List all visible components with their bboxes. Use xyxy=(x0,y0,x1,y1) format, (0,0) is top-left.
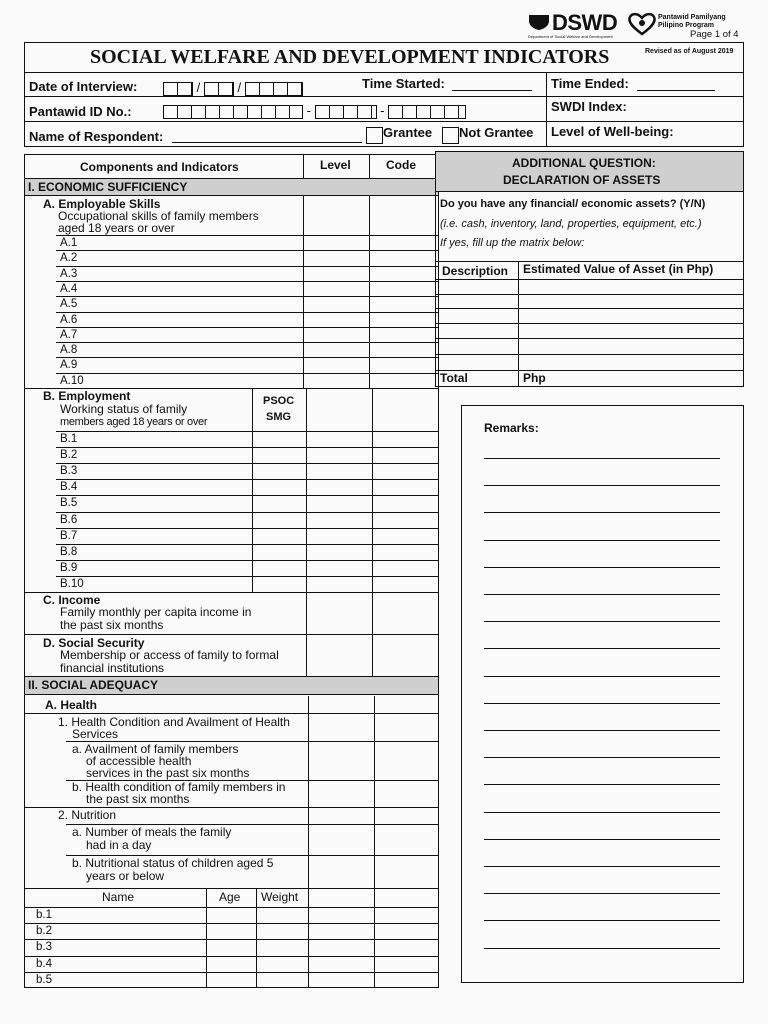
col-name: Name xyxy=(102,890,135,904)
income-desc2: the past six months xyxy=(60,618,164,632)
remarks-line[interactable] xyxy=(484,757,720,758)
employable-skill-row: A.9 xyxy=(60,359,78,372)
employable-skill-row: A.5 xyxy=(60,298,78,311)
revised-date: Revised as of August 2019 xyxy=(645,48,734,55)
health-title: A. Health xyxy=(45,698,98,712)
child-row: b.5 xyxy=(36,973,52,986)
assets-head1: ADDITIONAL QUESTION: xyxy=(512,156,656,170)
remarks-line[interactable] xyxy=(484,703,720,704)
grantee-label: Grantee xyxy=(383,125,433,140)
remarks-line[interactable] xyxy=(484,540,720,541)
child-row: b.3 xyxy=(36,941,52,954)
nutrition-title: 2. Nutrition xyxy=(58,808,117,822)
nutrition-a-line1: a. Number of meals the family xyxy=(72,825,232,839)
employable-skill-row: A.1 xyxy=(60,237,78,249)
pantawid-label: Pantawid ID No.: xyxy=(29,104,132,119)
employment-desc2: members aged 18 years or over xyxy=(60,416,208,428)
remarks-label: Remarks: xyxy=(484,421,539,435)
health-b-line2: the past six months xyxy=(86,792,190,806)
remarks-line[interactable] xyxy=(484,567,720,568)
employment-desc1: Working status of family xyxy=(60,402,188,416)
social-security-desc2: financial institutions xyxy=(60,661,165,675)
employable-skill-row: A.4 xyxy=(60,282,78,295)
remarks-line[interactable] xyxy=(484,594,720,595)
page-title: SOCIAL WELFARE AND DEVELOPMENT INDICATORS xyxy=(90,46,610,68)
employment-row: B.4 xyxy=(60,481,78,494)
col-components: Components and Indicators xyxy=(80,160,239,174)
employment-row: B.1 xyxy=(60,433,78,445)
employable-skill-row: A.7 xyxy=(60,328,78,341)
employable-skill-row: A.8 xyxy=(60,344,78,357)
remarks-line[interactable] xyxy=(484,784,720,785)
logo-subtitle: Department of Social Welfare and Development xyxy=(528,34,613,39)
not-grantee-label: Not Grantee xyxy=(459,125,534,140)
employment-row: B.2 xyxy=(60,449,78,462)
employable-skill-row: A.6 xyxy=(60,313,78,326)
col-description: Description xyxy=(442,264,509,278)
col-estimated-value: Estimated Value of Asset (in Php) xyxy=(523,262,714,276)
date-label: Date of Interview: xyxy=(29,79,138,94)
pantawid-id-field[interactable]: - - xyxy=(163,103,466,119)
pantawid-heart-icon xyxy=(627,12,657,36)
assets-total-label: Total xyxy=(440,371,468,385)
logo-text: DSWD xyxy=(552,10,618,35)
section-social-label: II. SOCIAL ADEQUACY xyxy=(28,678,159,692)
date-field[interactable]: / / xyxy=(163,80,303,96)
assets-question: Do you have any financial/ economic assets? (Y/N) xyxy=(440,198,706,210)
assets-total-php: Php xyxy=(523,371,546,385)
time-started-label: Time Started: xyxy=(362,76,445,91)
respondent-label: Name of Respondent: xyxy=(29,129,164,144)
nutrition-a-line2: had in a day xyxy=(86,838,152,852)
employment-row: B.7 xyxy=(60,529,78,542)
swdi-label: SWDI Index: xyxy=(551,99,627,114)
employment-row: B.3 xyxy=(60,465,78,478)
health-b-line1: b. Health condition of family members in xyxy=(72,780,286,794)
employable-skills-desc2: aged 18 years or over xyxy=(58,221,175,235)
employable-skill-row: A.2 xyxy=(60,252,78,265)
remarks-line[interactable] xyxy=(484,621,720,622)
col-weight: Weight xyxy=(261,890,299,904)
grantee-checkbox[interactable] xyxy=(366,127,383,144)
health-1-line2: Services xyxy=(72,727,119,741)
nutrition-b-line1: b. Nutritional status of children aged 5 xyxy=(72,856,274,870)
smg-label: SMG xyxy=(266,411,292,423)
child-row: b.4 xyxy=(36,957,52,970)
child-row: b.2 xyxy=(36,925,52,938)
remarks-line[interactable] xyxy=(484,839,720,840)
program-line1: Pantawid Pamilyang xyxy=(658,14,726,21)
col-age: Age xyxy=(219,890,241,904)
income-desc1: Family monthly per capita income in xyxy=(60,605,252,619)
health-a-line2: of accessible health xyxy=(86,754,192,768)
remarks-line[interactable] xyxy=(484,648,720,649)
dswd-shield-icon xyxy=(528,13,550,31)
social-security-title: D. Social Security xyxy=(43,636,145,650)
remarks-line[interactable] xyxy=(484,676,720,677)
wellbeing-label: Level of Well-being: xyxy=(551,124,674,139)
employment-row: B.5 xyxy=(60,497,78,510)
remarks-line[interactable] xyxy=(484,512,720,513)
assets-head2: DECLARATION OF ASSETS xyxy=(503,173,661,187)
remarks-line[interactable] xyxy=(484,920,720,921)
time-started-field[interactable] xyxy=(452,90,532,91)
assets-instruction: If yes, fill up the matrix below: xyxy=(440,237,585,249)
employable-skill-row: A.3 xyxy=(60,267,78,280)
program-line2: Pilipino Program xyxy=(658,22,715,29)
employment-row: B.10 xyxy=(60,577,84,590)
remarks-line[interactable] xyxy=(484,893,720,894)
employment-row: B.9 xyxy=(60,561,78,574)
health-a-line1: a. Availment of family members xyxy=(72,742,239,756)
col-level: Level xyxy=(320,158,351,172)
health-a-line3: services in the past six months xyxy=(86,766,250,780)
employment-title: B. Employment xyxy=(43,389,131,403)
income-title: C. Income xyxy=(43,593,101,607)
employment-row: B.6 xyxy=(60,513,78,526)
social-security-desc1: Membership or access of family to formal xyxy=(60,648,279,662)
remarks-line[interactable] xyxy=(484,866,720,867)
child-row: b.1 xyxy=(36,909,52,921)
nutrition-b-line2: years or below xyxy=(86,869,165,883)
respondent-field[interactable] xyxy=(172,142,362,143)
health-1-line1: 1. Health Condition and Availment of Health xyxy=(58,715,290,729)
employable-skills-title: A. Employable Skills xyxy=(43,197,161,211)
col-code: Code xyxy=(386,158,416,172)
section-economic-label: I. ECONOMIC SUFFICIENCY xyxy=(28,180,188,194)
not-grantee-checkbox[interactable] xyxy=(442,127,459,144)
employable-skills-desc1: Occupational skills of family members xyxy=(58,209,259,223)
time-ended-label: Time Ended: xyxy=(551,76,629,91)
time-ended-field[interactable] xyxy=(637,90,715,91)
employable-skill-row: A.10 xyxy=(60,374,84,387)
remarks-box xyxy=(461,405,744,983)
remarks-line[interactable] xyxy=(484,458,720,459)
psoc-label: PSOC xyxy=(263,395,295,407)
remarks-line[interactable] xyxy=(484,485,720,486)
remarks-line[interactable] xyxy=(484,730,720,731)
page-number: Page 1 of 4 xyxy=(690,29,739,40)
remarks-line[interactable] xyxy=(484,948,720,949)
remarks-line[interactable] xyxy=(484,812,720,813)
employment-row: B.8 xyxy=(60,545,78,558)
assets-examples: (i.e. cash, inventory, land, properties, equipment, etc.) xyxy=(440,218,702,230)
